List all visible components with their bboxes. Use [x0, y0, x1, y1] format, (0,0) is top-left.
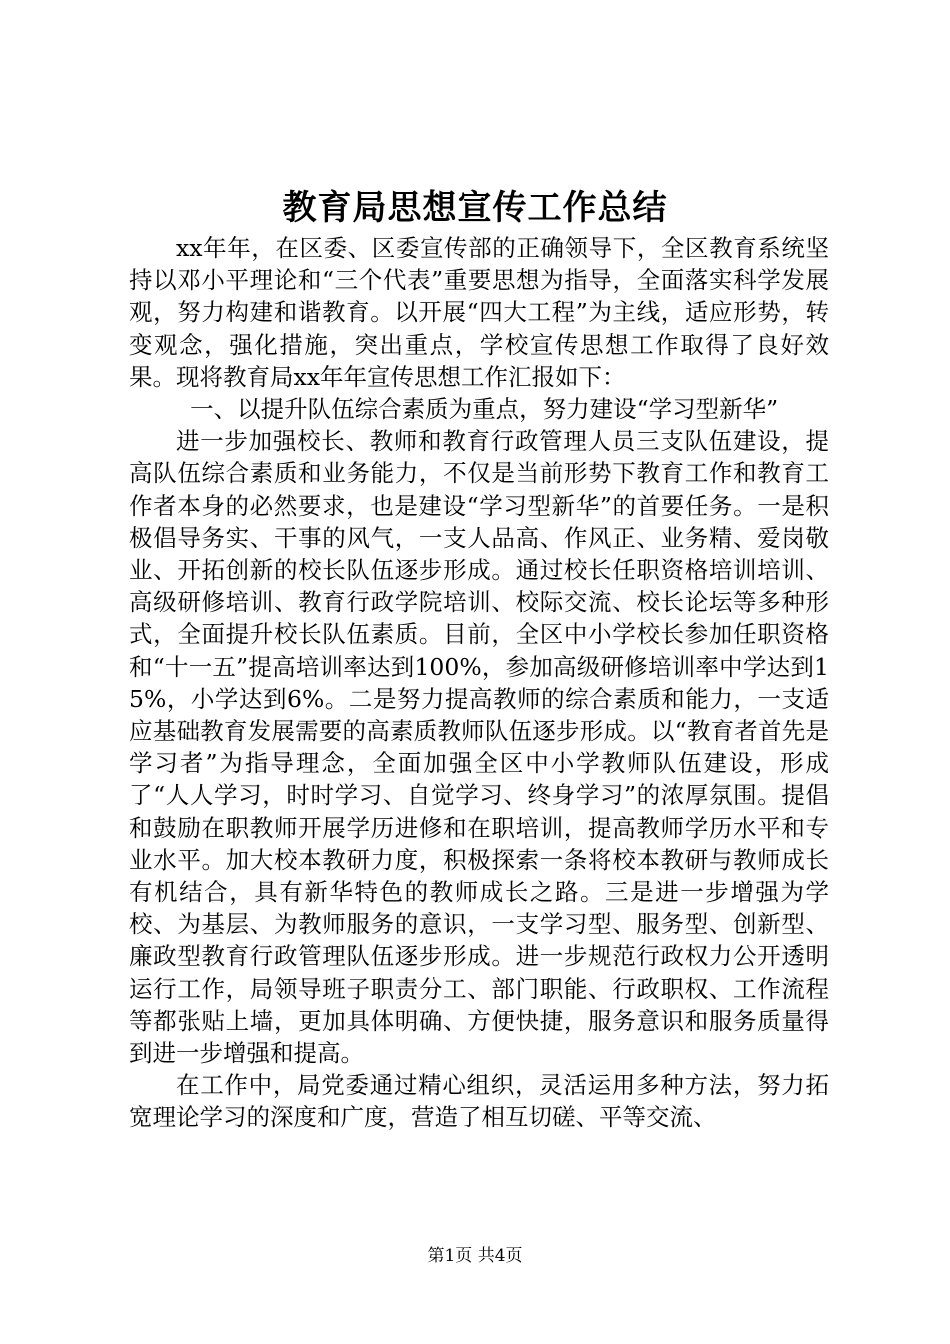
section-heading: 一、以提升队伍综合素质为重点，努力建设“学习型新华” — [190, 395, 779, 424]
intro-paragraph: xx年年，在区委、区委宣传部的正确领导下，全区教育系统坚持以邓小平理论和“三个代表”重要思想为指导，全面落实科学发展观，努力构建和谐教育。以开展“四大工程”为主线，适应形势，转变观念，强化措施，突出重点，学校宣传思想工作取得了良好效果。现将教育局xx年年宣传思想工作汇报如下： — [129, 234, 829, 391]
document-title: 教育局思想宣传工作总结 — [282, 188, 668, 228]
body-paragraph: 进一步加强校长、教师和教育行政管理人员三支队伍建设，提高队伍综合素质和业务能力，不仅是当前形势下教育工作和教育工作者本身的必然要求，也是建设“学习型新华”的首要任务。一是积极倡导务实、干事的风气，一支人品高、作风正、业务精、爱岗敬业、开拓创新的校长队伍逐步形成。通过校长任职资格培训培训、高级研修培训、教育行政学院培训、校际交流、校长论坛等多种形式，全面提升校长队伍素质。目前，全区中小学校长参加任职资格和“十一五”提高培训率达到100%，参加高级研修培训率中学达到15%，小学达到6%。二是努力提高教师的综合素质和能力，一支适应基础教育发展需要的高素质教师队伍逐步形成。以“教育者首先是学习者”为指导理念，全面加强全区中小学教师队伍建设，形成了“人人学习，时时学习、自觉学习、终身学习”的浓厚氛围。提倡和鼓励在职教师开展学历进修和在职培训，提高教师学历水平和专业水平。加大校本教研力度，积极探索一条将校本教研与教师成长有机结合，具有新华特色的教师成长之路。三是进一步增强为学校、为基层、为教师服务的意识，一支学习型、服务型、创新型、廉政型教育行政管理队伍逐步形成。进一步规范行政权力公开透明运行工作，局领导班子职责分工、部门职能、行政职权、工作流程等都张贴上墙，更加具体明确、方便快捷，服务意识和服务质量得到进一步增强和提高。 — [129, 427, 829, 1068]
page-number-footer: 第1页 共4页 — [427, 1246, 523, 1266]
document-body — [129, 232, 829, 1134]
body-paragraph: 在工作中，局党委通过精心组织，灵活运用多种方法，努力拓宽理论学习的深度和广度，营造了相互切磋、平等交流、 — [129, 1071, 829, 1132]
